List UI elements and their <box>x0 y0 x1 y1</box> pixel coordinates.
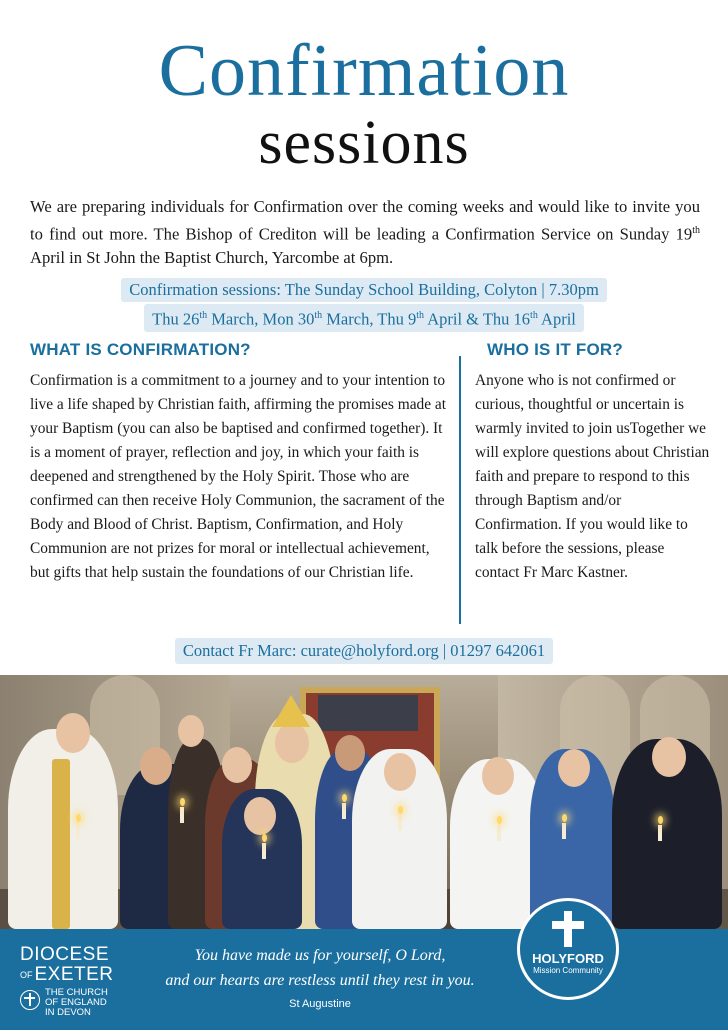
contact-info <box>0 638 728 664</box>
sessions-dates-pill <box>144 304 584 332</box>
holyford-name: HOLYFORD <box>532 951 604 966</box>
church-cross-icon <box>20 990 40 1010</box>
candle-flame <box>180 798 185 806</box>
holyford-cross-icon <box>550 911 586 947</box>
head <box>384 753 416 791</box>
footer-quote <box>130 943 510 1010</box>
head <box>482 757 514 795</box>
column-divider <box>459 356 461 624</box>
church-line: OF ENGLAND <box>45 997 107 1009</box>
who-heading: WHO IS IT FOR? <box>487 340 623 359</box>
church-of-england <box>20 988 114 1018</box>
candle <box>76 823 80 839</box>
candle <box>658 825 662 841</box>
quote-line2: and our hearts are restless until they rest in you. <box>165 972 475 989</box>
group-photo <box>0 675 728 929</box>
quote-line1: You have made us for yourself, O Lord, <box>194 947 446 964</box>
date-text: Thu 26 <box>152 309 200 329</box>
photo-window <box>318 695 418 731</box>
candle-flame <box>398 806 403 814</box>
candle <box>262 843 266 859</box>
date-sup: th <box>416 310 424 321</box>
candle <box>497 825 501 841</box>
church-line: THE CHURCH <box>45 987 108 999</box>
head <box>275 723 309 763</box>
candle-flame <box>262 834 267 842</box>
diocese-of-exeter-logo <box>20 945 114 1018</box>
head <box>558 749 590 787</box>
what-heading: WHAT IS CONFIRMATION? <box>30 340 251 359</box>
holyford-sub: Mission Community <box>533 966 603 975</box>
candle-flame <box>562 814 567 822</box>
intro-text-2: April in St John the Baptist Church, Yarcombe at 6pm. <box>30 247 394 267</box>
head <box>335 735 365 771</box>
what-body: Confirmation is a commitment to a journey and to your intention to live a life shaped by Christian faith, affirming the promises made at your Baptism (you can also be baptised and confirmed together). It is a moment of prayer, reflection and joy, in which your faith is deepened and strengthened by the Holy Spirit. Those who are confirmed can then receive Holy Communion, the sacrament of the Body and Blood of Christ. Baptism, Confirmation, and Holy Communion are not prizes for moral or intellectual achievement, but gifts that help sustain the foundations of our Christian life. <box>30 372 447 581</box>
candle-flame <box>342 794 347 802</box>
who-body: Anyone who is not confirmed or curious, thoughtful or uncertain is warmly invited to join usTogether we will explore questions about Christian faith and prepare to respond to this through Baptism and/or Confirmation. If you would like to talk before the sessions, please contact Fr Marc Kastner. <box>475 372 710 581</box>
sessions-location-pill: Confirmation sessions: The Sunday School Building, Colyton | 7.30pm <box>121 278 607 302</box>
date-text: April <box>537 309 576 329</box>
head <box>222 747 252 783</box>
diocese-exeter: EXETER <box>34 964 114 986</box>
sessions-info <box>0 278 728 334</box>
intro-sup: th <box>692 224 700 236</box>
title-confirmation: Confirmation <box>158 30 570 112</box>
candle <box>398 815 402 831</box>
diocese-line2 <box>20 965 114 985</box>
candle-flame <box>658 816 663 824</box>
candle <box>562 823 566 839</box>
head <box>140 747 172 785</box>
diocese-line1: DIOCESE <box>20 944 110 965</box>
intro-text-1: We are preparing individuals for Confirmation over the coming weeks and would like to invite you to find out more. The Bishop of Crediton will be leading a Confirmation Service on Sunday 19 <box>30 197 700 244</box>
candle-flame <box>76 814 81 822</box>
intro-paragraph <box>30 195 700 269</box>
head <box>56 713 90 753</box>
church-line: IN DEVON <box>45 1007 91 1019</box>
head <box>178 715 204 747</box>
candle <box>180 807 184 823</box>
quote-attribution: St Augustine <box>289 998 351 1010</box>
candle <box>342 803 346 819</box>
candle-flame <box>497 816 502 824</box>
date-text: March, Mon 30 <box>207 309 315 329</box>
date-text: March, Thu 9 <box>322 309 417 329</box>
date-sup: th <box>314 310 323 321</box>
head <box>244 797 276 835</box>
contact-pill: Contact Fr Marc: curate@holyford.org | 01297 642061 <box>175 638 553 664</box>
date-sup: th <box>199 310 208 321</box>
date-text: April & Thu 16 <box>424 309 531 329</box>
head <box>652 737 686 777</box>
title-sessions: sessions <box>258 109 470 177</box>
holyford-mission-community-logo <box>517 898 619 1000</box>
stole <box>52 759 70 929</box>
diocese-of: OF <box>20 970 33 980</box>
date-sup: th <box>530 310 538 321</box>
